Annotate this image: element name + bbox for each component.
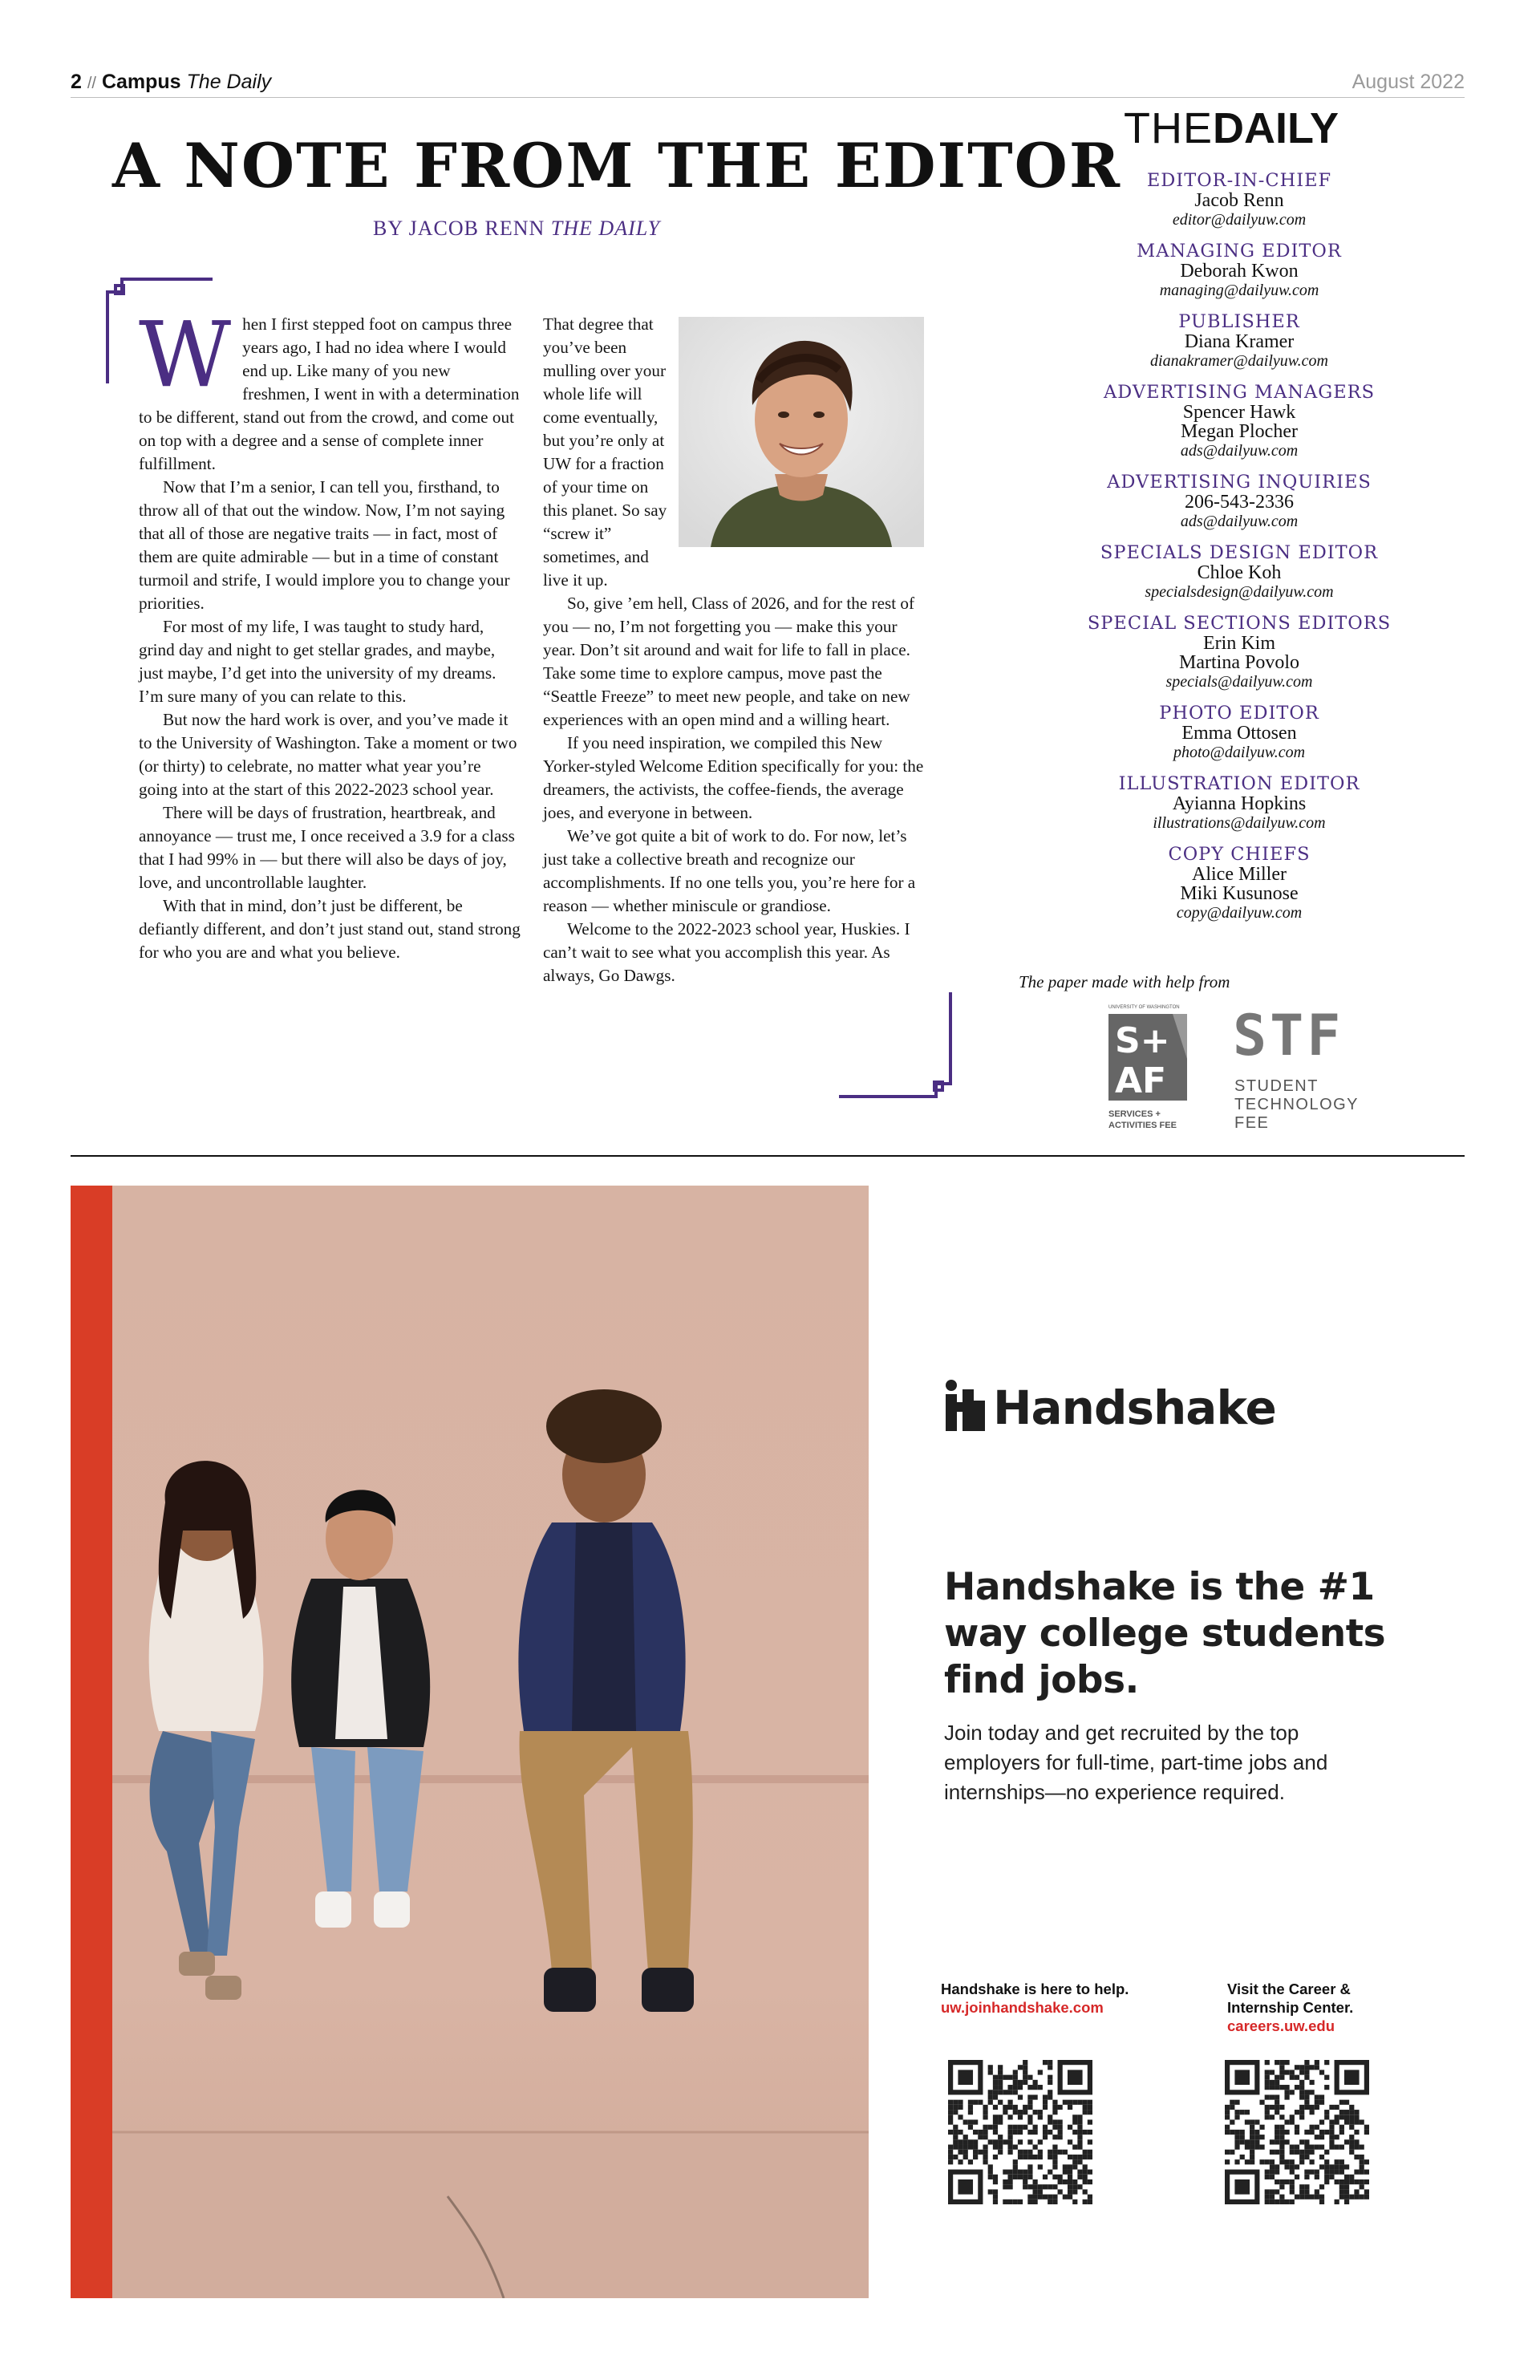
staff-title: COPY CHIEFS [1168, 844, 1311, 865]
staff-name: Miki Kusunose [1180, 883, 1299, 904]
staff-title: SPECIAL SECTIONS EDITORS [1087, 613, 1392, 634]
staff-name: Jacob Renn [1194, 190, 1284, 211]
services-activities-fee-logo [1107, 1003, 1195, 1139]
paragraph: We’ve got quite a bit of work to do. For now, let’s just take a collective breath and recognize our accomplishments. If no one tells you, you’re here for a reason — whether miniscule or grandiose. [543, 826, 916, 915]
staff-title: ADVERTISING MANAGERS [1103, 382, 1376, 403]
career-center-block [1227, 1980, 1420, 2035]
article-headline: A NOTE FROM THE EDITOR [112, 130, 1121, 201]
handshake-logo-icon [940, 1378, 988, 1434]
article-column-1 [139, 303, 521, 964]
paragraph: That degree that you’ve been mulling over your whole life will come eventually, but you’re only at UW for a fraction of your time on this planet. So say “screw it” sometimes, and live it up. [543, 314, 667, 590]
paragraph: For most of my life, I was taught to study hard, grind day and night to get stellar grades, and maybe, just maybe, I’d get into the university of my dreams. I’m sure many of you can relate to this. [139, 617, 496, 706]
the-daily-logo [1027, 104, 1436, 152]
staff-entry [1043, 542, 1436, 602]
paragraph: But now the hard work is over, and you’ve made it to the University of Washington. Take a moment or two (or thirty) to celebrate, no matter what year you’re going into at the start of this 2022-2023 school year. [139, 710, 517, 799]
paragraph: Now that I’m a senior, I can tell you, firsthand, to throw all of that out the window. Now, I’m not saying that all of those are negative traits — in fact, most of them are quite admirable — but in a time of constant turmoil and strife, I would implore you to change your priorities. [139, 477, 510, 613]
staff-name: Ayianna Hopkins [1172, 793, 1307, 814]
folio [71, 71, 271, 94]
career-center-qr-code[interactable] [1225, 2060, 1369, 2204]
article-column-2 [543, 313, 924, 987]
logo-the: THE [1123, 104, 1213, 152]
handshake-ad-photo [71, 1186, 869, 2298]
logo-daily: DAILY [1212, 104, 1339, 152]
paragraph: Welcome to the 2022-2023 school year, Huskies. I can’t wait to see what you accomplish this year. As always, Go Dawgs. [543, 919, 910, 985]
support-text: The paper made with help from [1019, 972, 1230, 991]
staff-entry [1043, 241, 1436, 300]
paragraph: If you need inspiration, we compiled this New Yorker-styled Welcome Edition specifically for you: the dreamers, the activists, the coffee-fiends, the average joes, and everyone in between. [543, 733, 924, 822]
staff-email[interactable]: ads@dailyuw.com [1180, 513, 1299, 530]
staff-email[interactable]: ads@dailyuw.com [1180, 442, 1299, 460]
staff-title: ILLUSTRATION EDITOR [1118, 773, 1360, 794]
saf-caption-1: SERVICES + [1108, 1109, 1161, 1119]
staff-name: Deborah Kwon [1180, 261, 1299, 282]
career-center-url-link[interactable]: careers.uw.edu [1227, 2017, 1335, 2034]
staff-name: Spencer Hawk [1182, 402, 1296, 423]
staff-title: PHOTO EDITOR [1159, 703, 1319, 724]
staff-name: Martina Povolo [1179, 652, 1299, 673]
staff-name: Alice Miller [1192, 864, 1287, 885]
section-name: Campus [101, 71, 181, 93]
paragraph [139, 303, 521, 476]
staff-name: Emma Ottosen [1181, 723, 1297, 744]
paragraph: There will be days of frustration, heartbreak, and annoyance — trust me, I once received a 3.9 for a class that I had 99% in — but there will also be days of joy, love, and uncontrollable laughter. [139, 803, 515, 892]
stf-logo-text: STF [1233, 1007, 1344, 1068]
staff-name: Erin Kim [1203, 633, 1275, 654]
masthead [1043, 104, 1436, 934]
staff-entry [1043, 472, 1436, 531]
staff-title: SPECIALS DESIGN EDITOR [1100, 542, 1379, 563]
stf-caption-3: FEE [1234, 1114, 1270, 1132]
handshake-url-link[interactable]: uw.joinhandshake.com [941, 1999, 1104, 2016]
career-text: Visit the Career & Internship Center. [1227, 1981, 1354, 2016]
staff-title: PUBLISHER [1178, 311, 1300, 332]
staff-entry [1043, 382, 1436, 460]
saf-logo-bottom: AF [1115, 1060, 1167, 1101]
student-technology-fee-logo [1231, 1007, 1384, 1135]
handshake-qr-code[interactable] [948, 2060, 1092, 2204]
staff-email[interactable]: managing@dailyuw.com [1159, 282, 1319, 299]
staff-entry [1043, 773, 1436, 833]
section-divider [71, 1155, 1465, 1157]
staff-email[interactable]: illustrations@dailyuw.com [1153, 814, 1326, 832]
byline-author: BY JACOB RENN [373, 217, 545, 240]
issue-date: August 2022 [1352, 71, 1465, 93]
stf-caption-2: TECHNOLOGY [1234, 1096, 1360, 1113]
saf-caption-2: ACTIVITIES FEE [1108, 1121, 1177, 1130]
help-text: Handshake is here to help. [941, 1981, 1129, 1997]
handshake-help-block [941, 1980, 1173, 2017]
staff-title: ADVERTISING INQUIRIES [1107, 472, 1372, 493]
paragraph: With that in mind, don’t just be different, be defiantly different, and don’t just stand out, stand strong for who you are and what you believe. [139, 896, 521, 962]
saf-logo-top: S+ [1115, 1020, 1170, 1061]
staff-email[interactable]: photo@dailyuw.com [1173, 744, 1306, 761]
staff-title: EDITOR-IN-CHIEF [1146, 170, 1332, 191]
byline-publication: THE DAILY [550, 217, 661, 240]
folio-separator: // [87, 75, 96, 92]
staff-email[interactable]: specials@dailyuw.com [1165, 673, 1313, 691]
paragraph-text: hen I first stepped foot on campus three years ago, I had no idea where I would end up. Like many of you new freshmen, I went in with a determination to be different, stand out from the crowd, and come out on top with a degree and a sense of complete inner fulfillment. [139, 314, 520, 473]
paragraph: So, give ’em hell, Class of 2026, and for the rest of you — no, I’m not forgetting you — make this your year. Don’t sit around and wait for life to fall in place. Take some time to explore campus, move past the “Seattle Freeze” to meet new people, and take on new experiences with an open mind and a willing heart. [543, 594, 915, 729]
staff-email[interactable]: specialsdesign@dailyuw.com [1145, 583, 1334, 601]
running-header [71, 69, 1465, 98]
staff-entry [1043, 170, 1436, 229]
ad-accent-stripe [71, 1186, 112, 2298]
staff-entry [1043, 844, 1436, 922]
publication-name: The Daily [186, 71, 272, 93]
staff-name: Diana Kramer [1184, 331, 1295, 352]
page-number: 2 [71, 71, 82, 93]
saf-university-label: UNIVERSITY OF WASHINGTON [1108, 1005, 1180, 1010]
staff-entry [1043, 613, 1436, 691]
staff-name: Megan Plocher [1181, 421, 1298, 442]
ad-body: Join today and get recruited by the top employers for full-time, part-time jobs and internships—no experience required. [944, 1721, 1328, 1804]
handshake-wordmark: Handshake [993, 1381, 1276, 1435]
staff-entry [1043, 311, 1436, 371]
staff-title: MANAGING EDITOR [1137, 241, 1342, 262]
staff-list [1043, 170, 1436, 922]
staff-name: Chloe Koh [1197, 562, 1282, 583]
stf-caption-1: STUDENT [1234, 1077, 1319, 1095]
staff-email[interactable]: copy@dailyuw.com [1176, 904, 1303, 922]
editor-portrait-photo [679, 317, 924, 547]
staff-entry [1043, 703, 1436, 762]
bottom-right-bracket-ornament [834, 991, 962, 1103]
staff-name: 206-543-2336 [1185, 492, 1294, 513]
staff-email[interactable]: dianakramer@dailyuw.com [1150, 352, 1328, 370]
staff-email[interactable]: editor@dailyuw.com [1172, 211, 1307, 229]
byline [373, 217, 660, 241]
drop-cap: W [139, 303, 232, 407]
ad-headline: Handshake is the #1 way college students find jobs. [944, 1565, 1386, 1702]
